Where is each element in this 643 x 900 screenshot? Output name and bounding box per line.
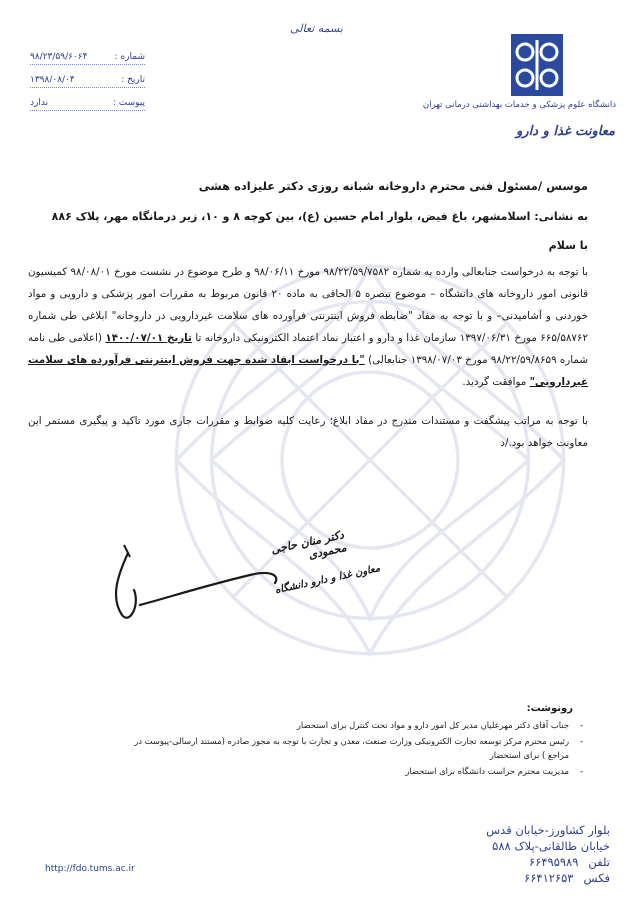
phone-value: ۶۶۴۹۵۹۸۹ bbox=[528, 855, 579, 869]
fax-label: فکس bbox=[583, 871, 610, 885]
university-name: دانشگاه علوم پزشکی و خدمات بهداشتی درمانی تهران bbox=[422, 100, 616, 110]
paragraph-1-part-b: (اعلامی طی نامه شماره ۹۸/۲۲/۵۹/۸۶۵۹ مورخ ۱۳۹۸/۰۷/۰۳ جنابعالی) bbox=[28, 332, 588, 366]
footer-address-line-1: بلوار کشاورز-خیابان قدس bbox=[486, 823, 610, 837]
number-value: ۹۸/۲۳/۵۹/۶۰۶۴ bbox=[30, 52, 88, 62]
letter-meta bbox=[30, 42, 145, 111]
phone-row bbox=[470, 854, 610, 870]
paragraph-1-part-c: موافقت گردید. bbox=[462, 376, 530, 388]
copy-item: - جناب آقای دکتر مهرعلیان مدیر کل امور دارو و مواد تحت کنترل برای استحضار bbox=[113, 718, 583, 732]
phone-label: تلفن bbox=[588, 855, 610, 869]
date-label: تاریخ : bbox=[121, 75, 145, 85]
paragraph-1-part-a: با توجه به درخواست جنابعالی وارده به شماره ۹۸/۲۲/۵۹/۷۵۸۲ مورخ ۹۸/۰۶/۱۱ و طرح موضوع در نشست مورخ ۹۸/۰۸/۰۱ کمیسیون قانونی امور داروخانه های دانشگاه – موضوع تبصره ۵ الحاقی به ماده ۲۰ قانون مربوط به مقررات امور پزشکی و دارویی و مواد خوردنی و آشامیدنی– و با توجه به مفاد "ضابطه فروش اینترنتی فرآورده های سلامت غیردارویی در داروخانه" ابلاغی طی شماره ۶۶۵/۵۸۷۶۲ مورخ ۱۳۹۷/۰۶/۳۱ سازمان غذا و دارو و اعتبار نماد اعتماد الکترونیکی داروخانه تا bbox=[28, 266, 588, 344]
copy-item: - مدیریت محترم حراست دانشگاه برای استحضار bbox=[113, 764, 583, 778]
number-label: شماره : bbox=[114, 52, 145, 62]
footer-contact bbox=[470, 822, 610, 886]
fax-value: ۶۶۴۱۲۶۵۳ bbox=[524, 871, 574, 885]
university-logo-icon bbox=[511, 34, 563, 96]
footer-address-line-2: خیابان طالقانی-پلاک ۵۸۸ bbox=[492, 839, 610, 853]
addressee: موسس /مسئول فنی محترم داروخانه شبانه روزی دکتر علیزاده هشی bbox=[198, 179, 588, 193]
handwritten-signature-icon bbox=[100, 535, 300, 625]
copies-title: رونوشت: bbox=[526, 703, 573, 714]
website-link[interactable]: http://fdo.tums.ac.ir bbox=[45, 864, 135, 874]
attachment-label: پیوست : bbox=[112, 98, 145, 108]
date-value: ۱۳۹۸/۰۸/۰۴ bbox=[30, 75, 75, 85]
attachment-row bbox=[30, 88, 145, 111]
vice-chancellery-title: معاونت غذا و دارو bbox=[516, 124, 615, 139]
copies-list bbox=[113, 718, 583, 780]
basmala: بسمه تعالی bbox=[290, 22, 343, 35]
signatory-title: معاون غذا و دارو دانشگاه bbox=[274, 563, 382, 597]
fax-row bbox=[470, 870, 610, 886]
body-paragraph-1 bbox=[28, 261, 588, 393]
copy-item: - رئیس محترم مرکز توسعه تجارت الکترونیکی وزارت صنعت، معدن و تجارت با توجه به مجوز صادره (مستند ارسالی-پیوست در مراجع ) برای استحضار bbox=[113, 734, 583, 762]
approval-quote: "با درخواست ابقاد شده جهت فروش اینترنتی فرآورده های سلامت غیردارویی" bbox=[28, 354, 588, 388]
greeting: با سلام bbox=[548, 239, 588, 252]
number-row bbox=[30, 42, 145, 65]
validity-date: تاریخ ۱۴۰۰/۰۷/۰۱ bbox=[105, 332, 192, 344]
signatory-name: دکتر منان حاجی محمودی bbox=[269, 528, 348, 562]
attachment-value: ندارد bbox=[30, 98, 49, 108]
date-row bbox=[30, 65, 145, 88]
recipient-address: به نشانی: اسلامشهر، باغ فیض، بلوار امام حسین (ع)، بین کوچه ۸ و ۱۰، زیر درمانگاه مهر، پلاک ۸۸۶ bbox=[51, 210, 588, 223]
body-paragraph-2: با توجه به مراتب پیشگفت و مستندات مندرج در مفاد ابلاغ؛ رعایت کلیه ضوابط و مقررات جاری مورد تاکید و پیگیری مستمر این معاونت خواهد بود./د bbox=[28, 415, 588, 449]
